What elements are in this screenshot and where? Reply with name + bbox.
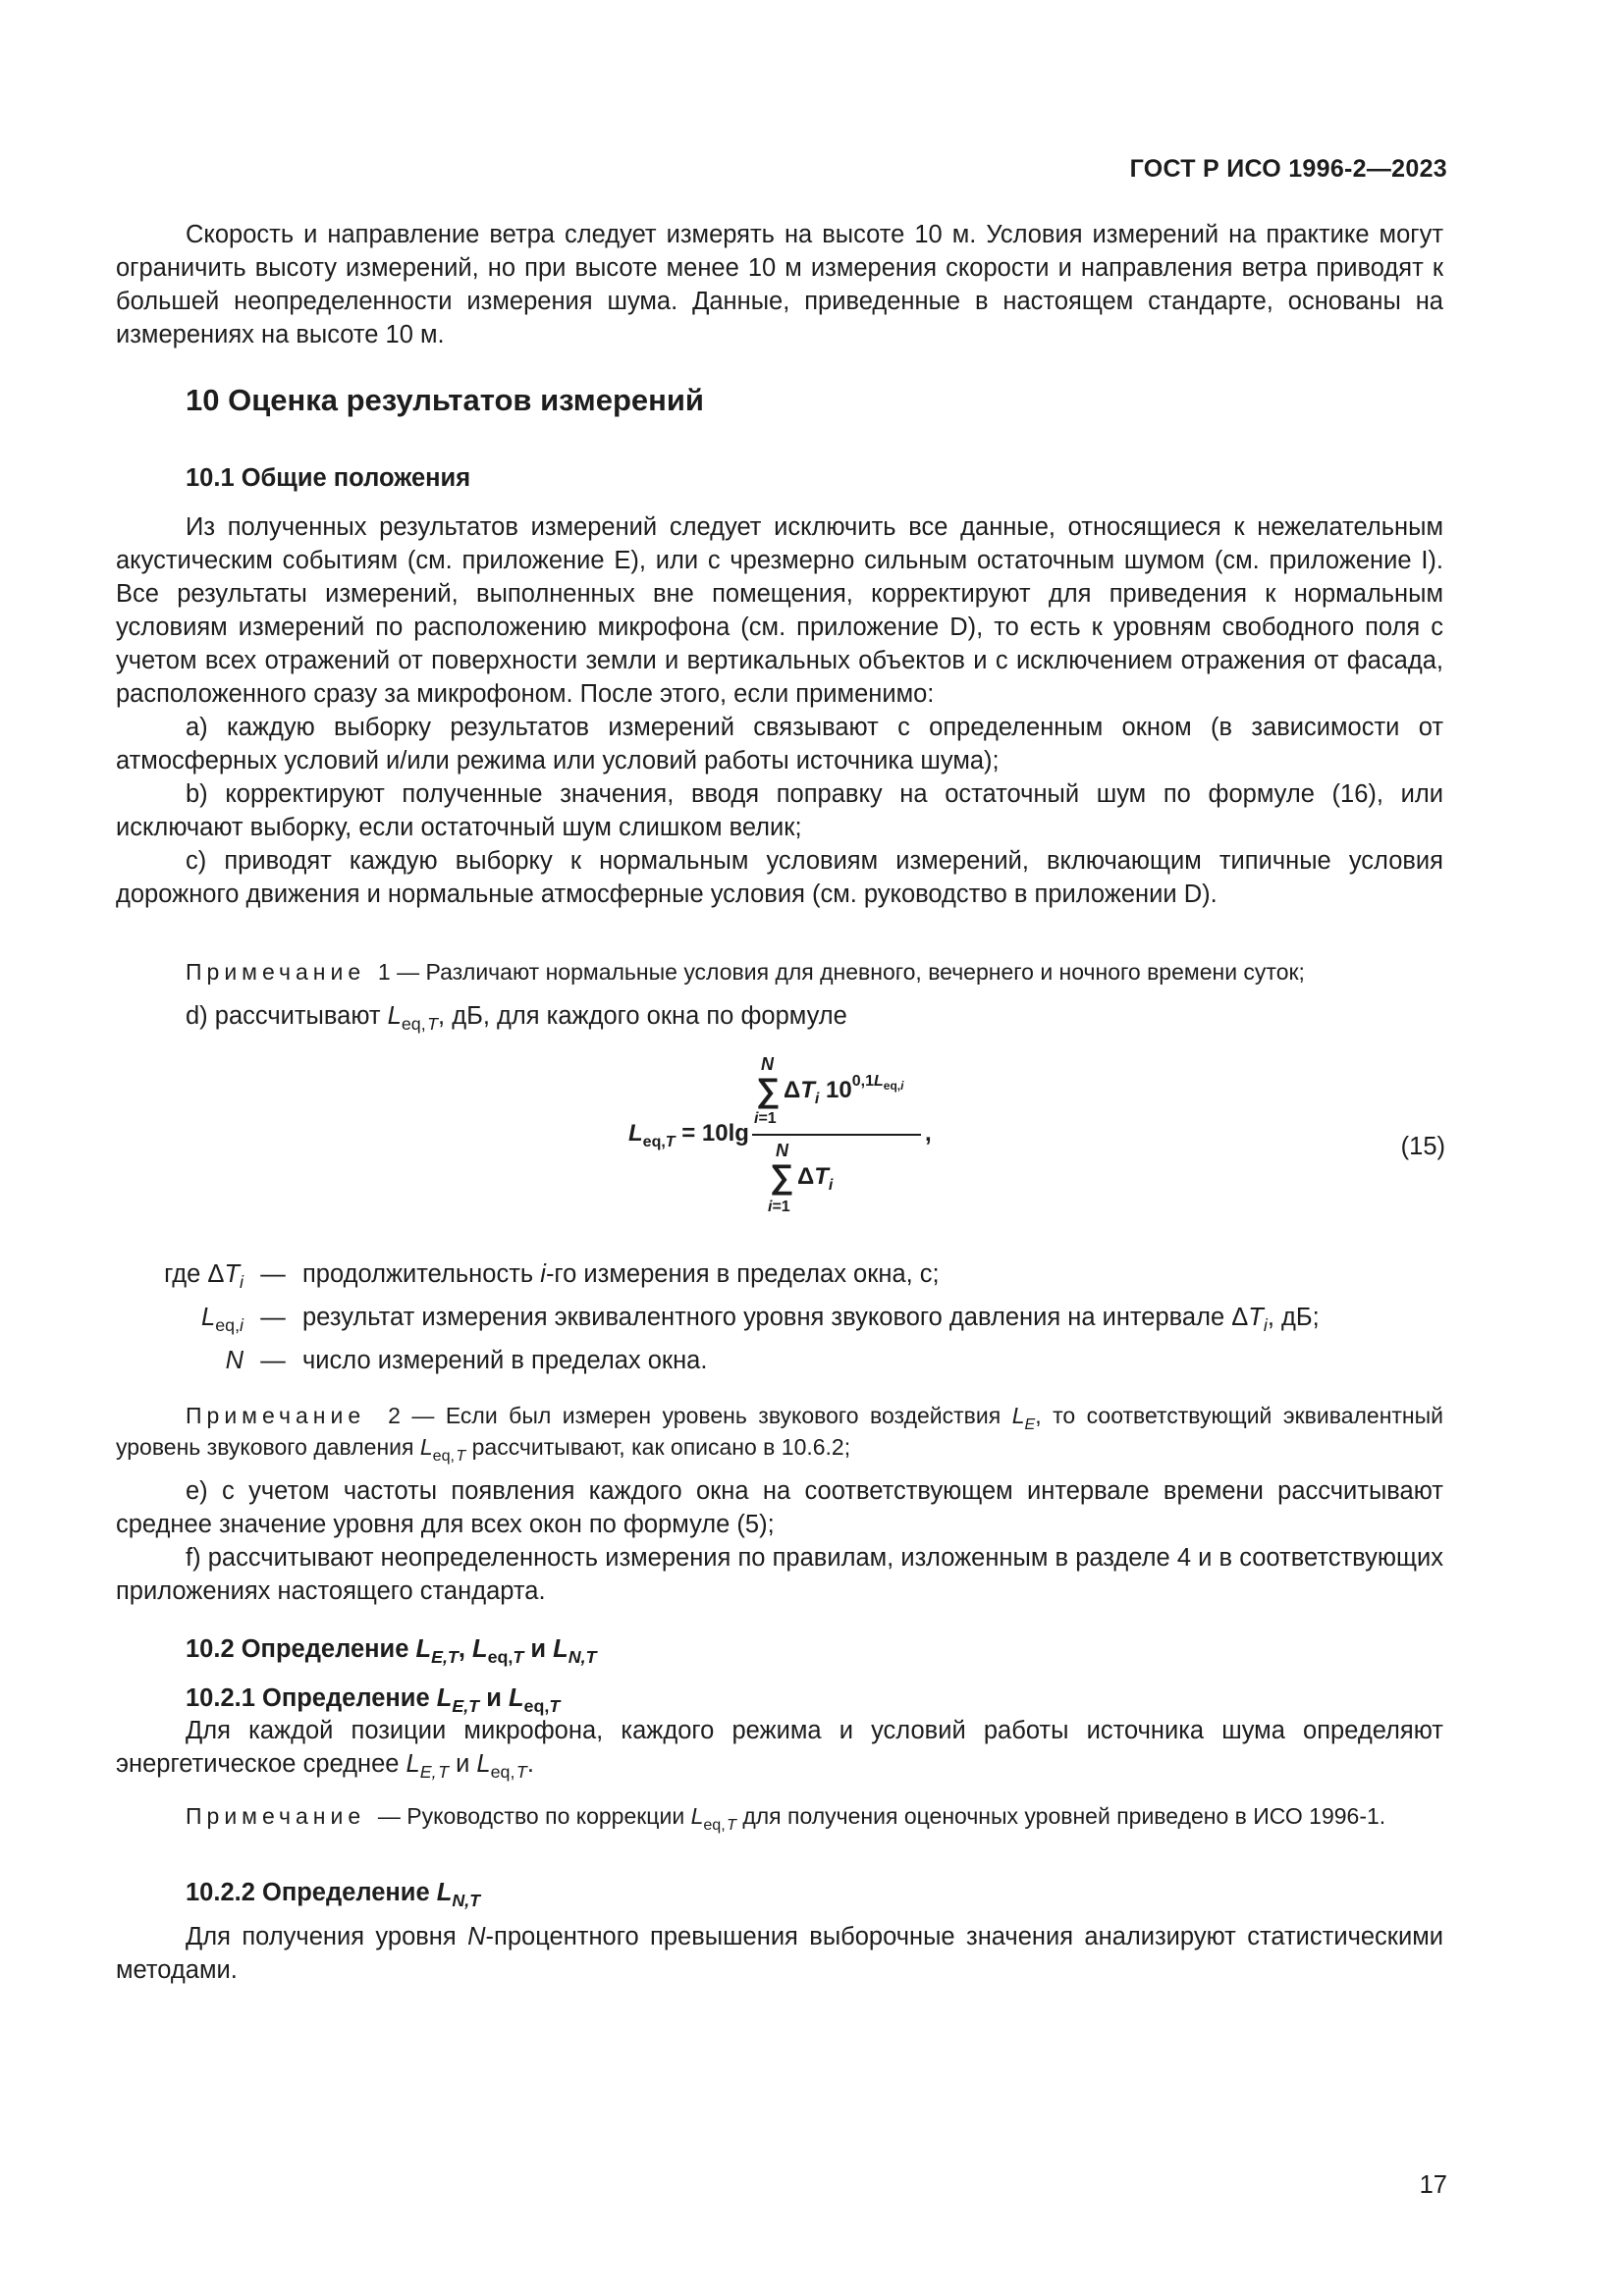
item-d: d) рассчитывают $L_{eq, T}$, дБ, для каждого окна по формуле [186, 1002, 847, 1034]
svg-text:ΔTi 100,1Leq,i: $\Delta T_i$ 10$^{0,1}$Leq,i [784, 1073, 904, 1107]
definition-delta-t: где $\Delta T_i$ — продолжительность i-го измерения в пределах окна, с; [164, 1259, 940, 1292]
subsection-10-2-1: 10.2.1 Определение $L_{E,T}$ и $L_{eq,T}$ [186, 1684, 561, 1716]
item-f: f) рассчитывают неопределенность измерения по правилам, изложенным в разделе 4 и в соответствующих приложениях настоящего стандарта. [116, 1544, 1443, 1605]
item-c: c) приводят каждую выборку к нормальным условиям измерений, включающим типичные условия дорожного движения и нормальные атмосферные условия (см. руководство в приложении D). [116, 847, 1443, 908]
definition-n: N — число измерений в пределах окна. [225, 1346, 708, 1374]
note-1: Примечание 1 — Различают нормальные условия для дневного, вечернего и ночного времени суток; [186, 959, 1305, 985]
svg-text:N: N [761, 1054, 774, 1074]
item-a: a) каждую выборку результатов измерений связывают с определенным окном (в зависимости от атмосферных условий и/или режима или условий работы источника шума); [116, 714, 1443, 774]
subsection-10-2: 10.2 Определение $L_{E,T}$, $L_{eq,T}$ и $L_{N,T}$ [186, 1635, 597, 1667]
svg-text:N: N [776, 1141, 788, 1160]
document-header: ГОСТ Р ИСО 1996-2—2023 [1129, 155, 1447, 183]
section-title: 10 Оценка результатов измерений [186, 383, 704, 417]
item-b: b) корректируют полученные значения, вводя поправку на остаточный шум по формуле (16), или исключают выборку, если остаточный шум слишком велик; [116, 780, 1443, 841]
svg-text:ΔTi: $\Delta T_i$ [797, 1163, 834, 1194]
note-3: Примечание — Руководство по коррекции $L_{eq, T}$ для получения оценочных уровней приведено в ИСО 1996-1. [186, 1803, 1386, 1834]
subsection-10-1: 10.1 Общие положения [186, 464, 471, 492]
svg-text:i=1: i=1 [754, 1110, 777, 1127]
svg-text:Leq,T = 10lg: $L_{eq,}T = 10\lg$ [628, 1120, 749, 1150]
formula-number: (15) [1400, 1133, 1445, 1160]
svg-text:i=1: i=1 [768, 1199, 790, 1215]
note-label: Примечание [186, 959, 366, 985]
formula-15 [628, 1031, 943, 1217]
paragraph-10-2-1: Для каждой позиции микрофона, каждого режима и условий работы источника шума определяют энергетическое среднее $L_{E, T}$ и $L_{eq, T}$. [116, 1717, 1443, 1782]
item-e: e) с учетом частоты появления каждого окна на соответствующем интервале времени рассчитывают среднее значение уровня для всех окон по формуле (5); [116, 1477, 1443, 1538]
note-2: Примечание 2 — Если был измерен уровень звукового воздействия $L_E$, то соответствующий эквивалентный уровень звукового давления $L_{eq, T}$ рассчитывают, как описано в 10.6.2; [116, 1403, 1444, 1465]
page-number: 17 [1419, 2171, 1447, 2199]
subsection-10-2-2: 10.2.2 Определение $L_{N,T}$ [186, 1879, 481, 1910]
definitions [116, 1253, 1443, 1382]
paragraph-10-2-2: Для получения уровня N-процентного превышения выборочные значения анализируют статистическими методами. [116, 1923, 1443, 1984]
definition-leq-i: $L_{eq,i}$ — результат измерения эквивалентного уровня звукового давления на интервале $\Delta T_i$, дБ; [201, 1303, 1320, 1335]
items-e-f [116, 1474, 1443, 1608]
svg-text:,: , [925, 1120, 932, 1147]
svg-text:∑: ∑ [756, 1072, 781, 1109]
paragraph-wind: Скорость и направление ветра следует измерять на высоте 10 м. Условия измерений на практике могут ограничить высоту измерений, но при высоте менее 10 м измерения скорости и направления ветра приводят к большей неопределенности измерения шума. Данные, приведенные в настоящем стандарте, основаны на измерениях на высоте 10 м. [116, 221, 1443, 348]
paragraph-10-1: Из полученных результатов измерений следует исключить все данные, относящиеся к нежелательным акустическим событиям (см. приложение E), или с чрезмерно сильным остаточным шумом (см. приложение I). Все результаты измерений, выполненных вне помещения, корректируют для приведения к нормальным условиям измерений по расположению микрофона (см. приложение D), то есть к уровням свободного поля с учетом всех отражений от поверхности земли и вертикальных объектов и с исключением отражения от фасада, расположенного сразу за микрофоном. После этого, если применимо: a) каждую выборку результатов измерений связывают с определенным окном (в зависимости от атмосферных условий и/или режима или условий работы источника шума); b) корректируют полученные значения, вводя поправку на остаточный шум по формуле (16), или исключают выборку, если остаточный шум слишком велик; c) приводят каждую выборку к нормальным условиям измерений, включающим типичные условия дорожного движения и нормальные атмосферные условия (см. руководство в приложении D). [116, 510, 1443, 911]
svg-text:∑: ∑ [770, 1158, 794, 1196]
